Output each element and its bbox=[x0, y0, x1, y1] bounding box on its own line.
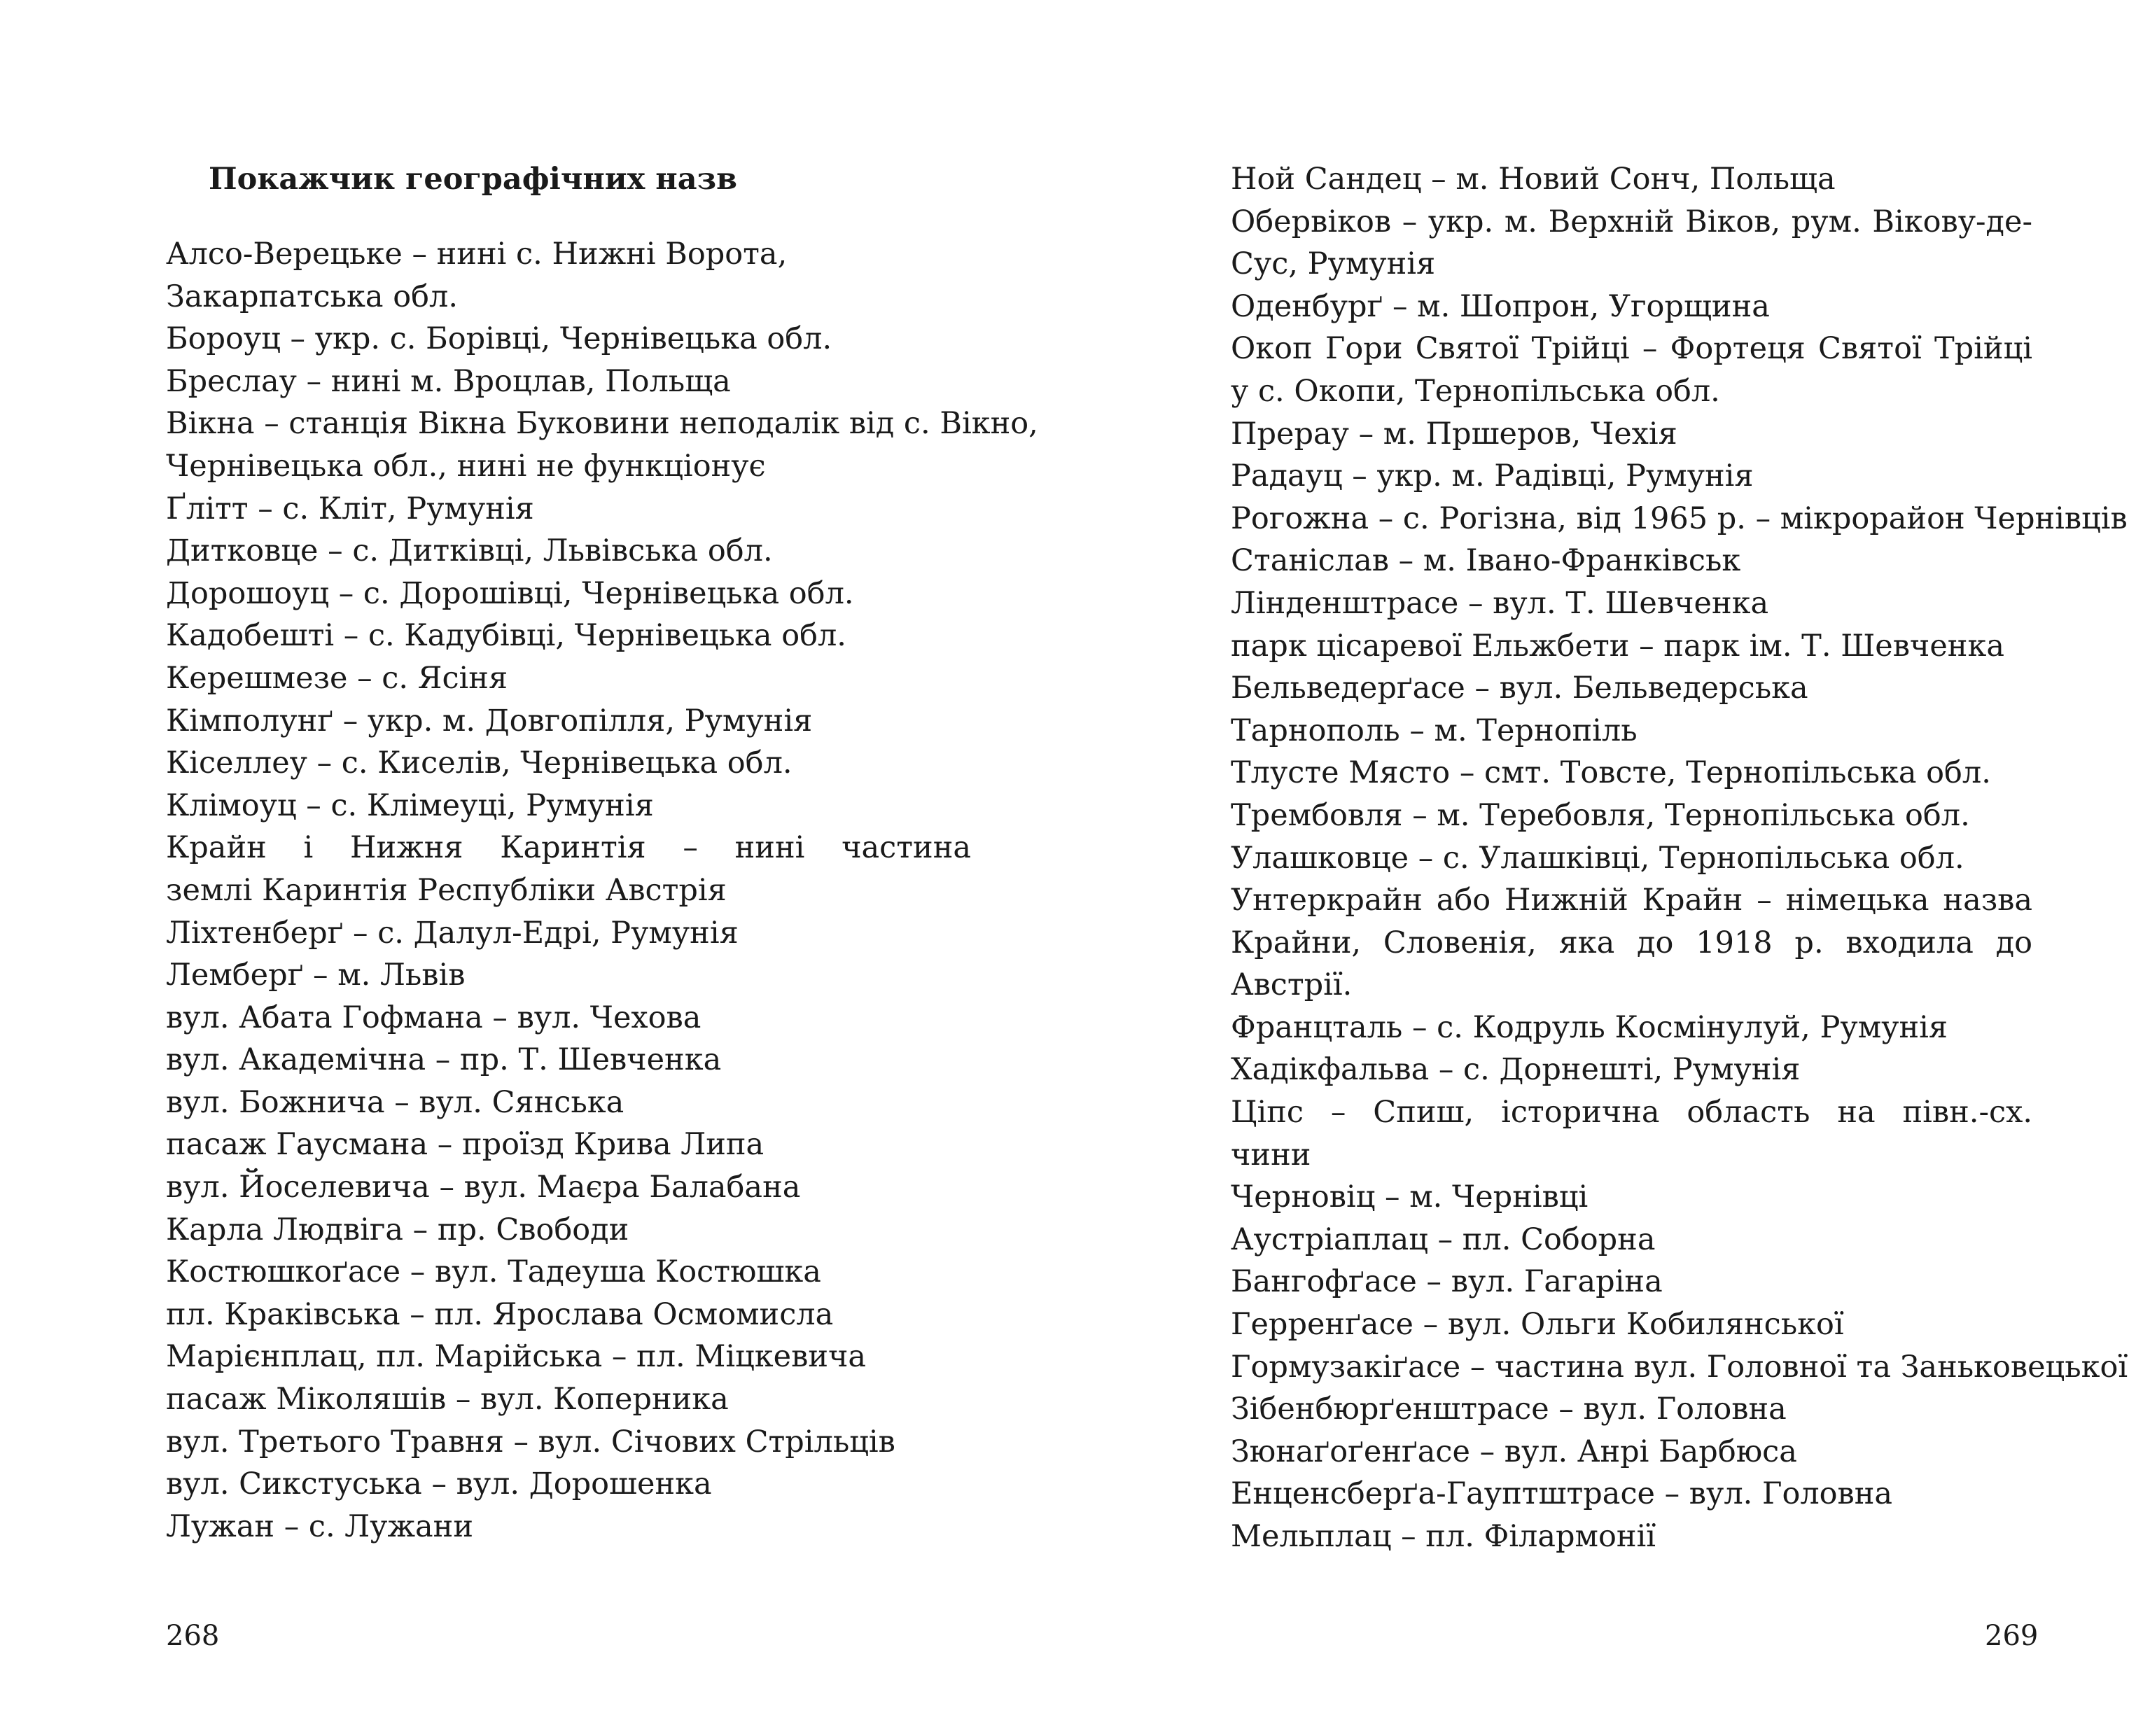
index-entry: Ціпс – Спиш, історична область на півн.-сх. bbox=[1231, 1095, 2032, 1130]
index-entry: Бангофґасе – вул. Гагаріна bbox=[1231, 1264, 1663, 1300]
index-entry: Обервіков – укр. м. Верхній Віков, рум. Вікову-де- bbox=[1231, 204, 2032, 239]
index-entry: вул. Йоселевича – вул. Маєра Балабана bbox=[166, 1170, 801, 1205]
index-entry: Хадікфальва – с. Дорнешті, Румунія bbox=[1231, 1052, 1801, 1088]
index-entry: Зібенбюрґенштрасе – вул. Головна bbox=[1231, 1392, 1787, 1427]
index-entry: Трембовля – м. Теребовля, Тернопільська обл. bbox=[1231, 797, 1970, 833]
index-entry: Клімоуц – с. Клімеуці, Румунія bbox=[166, 788, 654, 823]
index-entry: Крайни, Словенія, яка до 1918 р. входила до bbox=[1231, 925, 2032, 960]
index-entry: вул. Академічна – пр. Т. Шевченка bbox=[166, 1042, 722, 1078]
index-entry: Сус, Румунія bbox=[1231, 246, 1436, 282]
index-entry: Австрії. bbox=[1231, 967, 1353, 1003]
index-entry: Енценсберґа-Гауптштрасе – вул. Головна bbox=[1231, 1476, 1893, 1512]
index-title: Покажчик географічних назв bbox=[209, 162, 737, 197]
index-entry: Закарпатська обл. bbox=[166, 279, 458, 314]
index-entry: Дорошоуц – с. Дорошівці, Чернівецька обл. bbox=[166, 575, 854, 611]
index-entry: Унтеркрайн або Нижній Крайн – німецька назва bbox=[1231, 883, 2032, 918]
index-entry: Гормузакіґасе – частина вул. Головної та Заньковецької bbox=[1231, 1349, 2128, 1385]
index-entry: вул. Третього Травня – вул. Січових Стрільців bbox=[166, 1424, 895, 1460]
index-entry: парк цісаревої Ельжбети – парк ім. Т. Шевченка bbox=[1231, 628, 2004, 664]
index-entry: Окоп Гори Святої Трійці – Фортеця Святої Трійці bbox=[1231, 331, 2032, 367]
index-entry: Карла Людвіга – пр. Свободи bbox=[166, 1212, 629, 1247]
index-entry: Станіслав – м. Івано-Франківськ bbox=[1231, 543, 1741, 579]
index-entry: вул. Сикстуська – вул. Дорошенка bbox=[166, 1466, 712, 1502]
index-entry: Герренґасе – вул. Ольги Кобилянської bbox=[1231, 1307, 1844, 1343]
index-entry: Зюнаґоґенґасе – вул. Анрі Барбюса bbox=[1231, 1434, 1797, 1469]
index-entry: Лінденштрасе – вул. Т. Шевченка bbox=[1231, 585, 1769, 621]
index-entry: чини bbox=[1231, 1137, 1311, 1172]
index-entry: Тлусте Място – смт. Товсте, Тернопільська обл. bbox=[1231, 755, 1991, 791]
index-entry: Аустріаплац – пл. Соборна bbox=[1231, 1222, 1656, 1257]
index-entry: Бреслау – нині м. Вроцлав, Польща bbox=[166, 363, 731, 399]
index-entry: Кімполунґ – укр. м. Довгопілля, Румунія bbox=[166, 703, 813, 738]
index-entry: землі Каринтія Республіки Австрія bbox=[166, 872, 727, 908]
index-entry: Францталь – с. Кодруль Космінулуй, Румунія bbox=[1231, 1009, 1948, 1045]
index-entry: Ліхтенберґ – с. Далул-Едрі, Румунія bbox=[166, 915, 739, 951]
index-entry: Прерау – м. Пршеров, Чехія bbox=[1231, 416, 1677, 451]
index-column-left bbox=[166, 233, 1038, 1548]
index-entry: Тарнополь – м. Тернопіль bbox=[1231, 713, 1638, 748]
index-entry: Ной Сандец – м. Новий Сонч, Польща bbox=[1231, 162, 1836, 197]
index-entry: у с. Окопи, Тернопільська обл. bbox=[1231, 373, 1720, 409]
right-page bbox=[1075, 0, 2150, 1736]
index-entry: Лемберґ – м. Львів bbox=[166, 958, 466, 993]
index-entry: пасаж Міколяшів – вул. Коперника bbox=[166, 1382, 729, 1418]
index-entry: вул. Абата Гофмана – вул. Чехова bbox=[166, 1000, 701, 1035]
index-entry: Бельведерґасе – вул. Бельведерська bbox=[1231, 671, 1808, 706]
index-entry: Черновіц – м. Чернівці bbox=[1231, 1180, 1589, 1215]
index-entry: Улашковце – с. Улашківці, Тернопільська обл. bbox=[1231, 840, 1964, 876]
index-entry: Керешмезе – с. Ясіня bbox=[166, 660, 508, 696]
index-entry: Крайн і Нижня Каринтія – нині частина bbox=[166, 830, 971, 866]
index-entry: Костюшкоґасе – вул. Тадеуша Костюшка bbox=[166, 1254, 821, 1290]
index-entry: Мельплац – пл. Філармонії bbox=[1231, 1519, 1656, 1554]
index-entry: вул. Божнича – вул. Сянська bbox=[166, 1084, 624, 1120]
index-entry: Чернівецька обл., нині не функціонує bbox=[166, 448, 766, 484]
index-entry: пл. Краківська – пл. Ярослава Осмомисла bbox=[166, 1296, 834, 1332]
index-entry: Бороуц – укр. с. Борівці, Чернівецька обл. bbox=[166, 321, 832, 357]
index-entry: Оденбурґ – м. Шопрон, Угорщина bbox=[1231, 288, 1770, 324]
index-entry: Дитковце – с. Дитківці, Львівська обл. bbox=[166, 533, 773, 569]
index-entry: Лужан – с. Лужани bbox=[166, 1508, 473, 1544]
index-entry: Кадобешті – с. Кадубівці, Чернівецька обл. bbox=[166, 618, 846, 654]
index-entry: Вікна – станція Вікна Буковини неподалік від с. Вікно, bbox=[166, 406, 1038, 442]
index-entry: Радауц – укр. м. Радівці, Румунія bbox=[1231, 458, 1754, 494]
index-entry: Кіселлеу – с. Киселів, Чернівецька обл. bbox=[166, 746, 793, 781]
index-column-right bbox=[1231, 158, 2128, 1558]
index-entry: Рогожна – с. Рогізна, від 1965 р. – мікрорайон Чернівців bbox=[1231, 500, 2128, 536]
index-entry: Ґлітт – с. Кліт, Румунія bbox=[166, 491, 534, 526]
index-entry: Марієнплац, пл. Марійська – пл. Міцкевича bbox=[166, 1339, 867, 1375]
index-entry: Алсо-Верецьке – нині с. Нижні Ворота, bbox=[166, 237, 788, 272]
page-number-right: 269 bbox=[1985, 1620, 2039, 1652]
page-number-left: 268 bbox=[166, 1620, 220, 1652]
index-entry: пасаж Гаусмана – проїзд Крива Липа bbox=[166, 1127, 765, 1163]
